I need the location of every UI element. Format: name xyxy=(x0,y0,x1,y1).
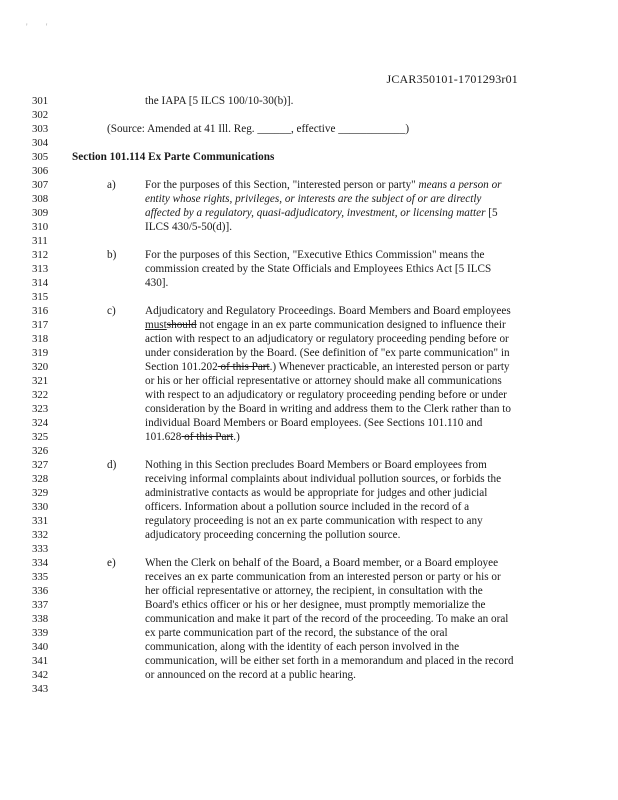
line-number: 314 xyxy=(32,277,49,289)
line-number: 322 xyxy=(32,389,49,401)
line-number: 333 xyxy=(32,543,49,555)
line-number: 327 xyxy=(32,459,49,471)
line-313 xyxy=(0,262,618,276)
line-text: receiving informal complaints about individual pollution sources, or forbids the xyxy=(145,473,502,485)
line-343 xyxy=(0,682,618,696)
line-text: individual Board Members or Board employees. (See Sections 101.110 and xyxy=(145,417,483,429)
line-number: 318 xyxy=(32,333,49,345)
line-text: action with respect to an adjudicatory or regulatory proceeding pending before or xyxy=(145,333,509,345)
line-number: 308 xyxy=(32,193,49,205)
line-320 xyxy=(0,360,618,374)
statutory-italic-text: entity whose rights, privileges, or interests are the subject of or are directly xyxy=(145,193,482,205)
line-311 xyxy=(0,234,618,248)
deleted-text: of this Part xyxy=(181,431,234,443)
line-number: 313 xyxy=(32,263,49,275)
line-323 xyxy=(0,402,618,416)
line-text: adjudicatory proceeding concerning the pollution source. xyxy=(145,529,401,541)
line-319 xyxy=(0,346,618,360)
line-text: with respect to an adjudicatory or regulatory proceeding pending before or under xyxy=(145,389,507,401)
line-text-part: Section 101.202 xyxy=(145,361,218,373)
line-number: 328 xyxy=(32,473,49,485)
line-text: ex parte communication part of the record, the substance of the oral xyxy=(145,627,448,639)
subsection-label-d: d) xyxy=(107,459,117,471)
line-text: For the purposes of this Section, "Executive Ethics Commission" means the xyxy=(145,249,485,261)
line-text xyxy=(145,430,240,444)
line-326 xyxy=(0,444,618,458)
line-text xyxy=(145,360,510,374)
line-number: 341 xyxy=(32,655,49,667)
line-342 xyxy=(0,668,618,682)
line-number: 320 xyxy=(32,361,49,373)
line-340 xyxy=(0,640,618,654)
line-number: 340 xyxy=(32,641,49,653)
line-text: When the Clerk on behalf of the Board, a Board member, or a Board employee xyxy=(145,557,499,569)
line-number: 331 xyxy=(32,515,49,527)
line-307 xyxy=(0,178,618,192)
line-number: 312 xyxy=(32,249,49,261)
line-314 xyxy=(0,276,618,290)
line-317 xyxy=(0,318,618,332)
line-text: under consideration by the Board. (See definition of "ex parte communication" in xyxy=(145,347,510,359)
line-302 xyxy=(0,108,618,122)
line-text: officers. Information about a pollution source included in the record of a xyxy=(145,501,470,513)
line-number: 301 xyxy=(32,95,49,107)
line-308 xyxy=(0,192,618,206)
deleted-text: of this Part xyxy=(217,361,270,373)
line-328 xyxy=(0,472,618,486)
line-336 xyxy=(0,584,618,598)
line-text: her official representative or attorney, the recipient, in consultation with the xyxy=(145,585,483,597)
line-310 xyxy=(0,220,618,234)
line-305 xyxy=(0,150,618,164)
line-text: communication, along with the identity of each person involved in the xyxy=(145,641,460,653)
line-text-part: [5 xyxy=(485,207,498,219)
line-309 xyxy=(0,206,618,220)
line-text: administrative contacts as would be appropriate for judges and other judicial xyxy=(145,487,488,499)
line-number: 326 xyxy=(32,445,49,457)
line-337 xyxy=(0,598,618,612)
line-number: 319 xyxy=(32,347,49,359)
subsection-label-c: c) xyxy=(107,305,116,317)
statutory-italic-text: affected by a regulatory, quasi-adjudicatory, investment, or licensing matter xyxy=(145,207,486,219)
line-number: 302 xyxy=(32,109,49,121)
line-332 xyxy=(0,528,618,542)
line-325 xyxy=(0,430,618,444)
line-329 xyxy=(0,486,618,500)
line-number: 342 xyxy=(32,669,49,681)
line-number: 334 xyxy=(32,557,49,569)
line-number: 339 xyxy=(32,627,49,639)
line-318 xyxy=(0,332,618,346)
line-number: 337 xyxy=(32,599,49,611)
line-number: 310 xyxy=(32,221,49,233)
section-heading: Section 101.114 Ex Parte Communications xyxy=(72,151,275,163)
subsection-label-a: a) xyxy=(107,179,116,191)
line-text: receives an ex parte communication from an interested person or party or his or xyxy=(145,571,501,583)
line-text xyxy=(145,178,502,192)
line-text-part: not engage in an ex parte communication designed to influence their xyxy=(196,319,506,331)
line-number: 343 xyxy=(32,683,49,695)
line-text xyxy=(145,206,498,220)
line-number: 304 xyxy=(32,137,49,149)
line-text: Nothing in this Section precludes Board Members or Board employees from xyxy=(145,459,487,471)
deleted-text: should xyxy=(166,319,197,331)
line-306 xyxy=(0,164,618,178)
source-note: (Source: Amended at 41 Ill. Reg. ______, effective ____________) xyxy=(107,123,410,135)
scan-corner-mark: ' ' xyxy=(26,22,56,32)
line-304 xyxy=(0,136,618,150)
line-303 xyxy=(0,122,618,136)
line-number: 330 xyxy=(32,501,49,513)
line-number: 315 xyxy=(32,291,49,303)
line-number: 335 xyxy=(32,571,49,583)
line-334 xyxy=(0,556,618,570)
line-text: commission created by the State Officials and Employees Ethics Act [5 ILCS xyxy=(145,263,492,275)
line-number: 307 xyxy=(32,179,49,191)
line-number: 338 xyxy=(32,613,49,625)
line-316 xyxy=(0,304,618,318)
document-id: JCAR350101-1701293r01 xyxy=(386,72,518,86)
line-339 xyxy=(0,626,618,640)
line-text: Board's ethics officer or his or her designee, must promptly memorialize the xyxy=(145,599,486,611)
line-text: regulatory proceeding is not an ex parte communication with respect to any xyxy=(145,515,483,527)
line-322 xyxy=(0,388,618,402)
line-number: 324 xyxy=(32,417,49,429)
line-327 xyxy=(0,458,618,472)
line-text-part: 101.628 xyxy=(145,431,182,443)
line-number: 323 xyxy=(32,403,49,415)
line-301 xyxy=(0,94,618,108)
line-number: 303 xyxy=(32,123,49,135)
line-number: 325 xyxy=(32,431,49,443)
line-number: 316 xyxy=(32,305,49,317)
line-text-part: For the purposes of this Section, "interested person or party" xyxy=(145,179,419,191)
line-text: or his or her official representative or attorney should make all communications xyxy=(145,375,502,387)
line-text: communication, will be either set forth in a memorandum and placed in the record xyxy=(145,655,514,667)
inserted-text: must xyxy=(145,319,167,331)
line-text xyxy=(145,318,506,332)
line-text: the IAPA [5 ILCS 100/10-30(b)]. xyxy=(145,95,294,107)
line-text: or announced on the record at a public hearing. xyxy=(145,669,356,681)
line-number: 317 xyxy=(32,319,49,331)
line-341 xyxy=(0,654,618,668)
line-text: ILCS 430/5-50(d)]. xyxy=(145,221,233,233)
line-text-part: .) Whenever practicable, an interested person or party xyxy=(269,361,510,373)
line-text: communication and make it part of the record of the proceeding. To make an oral xyxy=(145,613,509,625)
line-number: 305 xyxy=(32,151,49,163)
line-333 xyxy=(0,542,618,556)
line-number: 311 xyxy=(32,235,48,247)
line-number: 332 xyxy=(32,529,49,541)
subsection-label-e: e) xyxy=(107,557,116,569)
line-number: 329 xyxy=(32,487,49,499)
line-text: Adjudicatory and Regulatory Proceedings. Board Members and Board employees xyxy=(145,305,511,317)
line-315 xyxy=(0,290,618,304)
line-321 xyxy=(0,374,618,388)
line-312 xyxy=(0,248,618,262)
line-324 xyxy=(0,416,618,430)
line-text: 430]. xyxy=(145,277,169,289)
line-335 xyxy=(0,570,618,584)
line-text-part: .) xyxy=(233,431,240,443)
line-text: consideration by the Board in writing and address them to the Clerk rather than to xyxy=(145,403,511,415)
line-331 xyxy=(0,514,618,528)
line-number: 336 xyxy=(32,585,49,597)
line-338 xyxy=(0,612,618,626)
statutory-italic-text: means a person or xyxy=(418,179,502,191)
line-number: 309 xyxy=(32,207,49,219)
line-number: 306 xyxy=(32,165,49,177)
line-number: 321 xyxy=(32,375,49,387)
line-330 xyxy=(0,500,618,514)
subsection-label-b: b) xyxy=(107,249,117,261)
